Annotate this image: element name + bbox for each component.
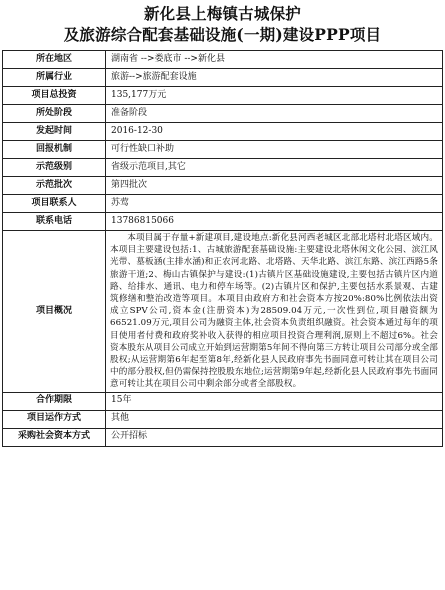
title-line-2: 及旅游综合配套基础设施(一期)建设PPP项目 bbox=[63, 25, 382, 44]
table-row-return-mechanism bbox=[3, 141, 443, 159]
table-row-phone bbox=[3, 213, 443, 231]
row-label: 项目总投资 bbox=[3, 87, 106, 105]
row-value: 15年 bbox=[106, 392, 443, 410]
table-row-operation-mode bbox=[3, 410, 443, 428]
row-value: 准备阶段 bbox=[106, 105, 443, 123]
table-row-region bbox=[3, 51, 443, 69]
row-label: 项目运作方式 bbox=[3, 410, 106, 428]
row-value: 2016-12-30 bbox=[106, 123, 443, 141]
row-label: 合作期限 bbox=[3, 392, 106, 410]
row-value: 湖南省 -->娄底市 -->新化县 bbox=[106, 51, 443, 69]
row-value: 旅游-->旅游配套设施 bbox=[106, 69, 443, 87]
table-row-total-investment bbox=[3, 87, 443, 105]
row-value: 可行性缺口补助 bbox=[106, 141, 443, 159]
project-info-table bbox=[2, 50, 443, 447]
row-value: 苏莺 bbox=[106, 195, 443, 213]
table-row-industry bbox=[3, 69, 443, 87]
row-label: 示范批次 bbox=[3, 177, 106, 195]
row-value: 13786815066 bbox=[106, 213, 443, 231]
overview-text: 本项目属于存量+新建项目,建设地点:新化县河西老城区北部北塔村北塔区域内。本项目主要建设包括:1、古城旅游配套基础设施:主要建设北塔休闲文化公园、滨江风光带、墓板涵(主排水涵)和正农河北路、北塔路、天华北路、滨江东路、滨江西路5条旅游干道;2、梅山古镇保护与建设:(1)古镇片区基础设施建设,主要包括古镇片区内道路、给排水、通讯、电力和停车场等。(2)古镇片区和保护,主要包括水系景观、古建筑修缮和整治改造等项目。本项目由政府方和社会资本方按20%:80%比例依法出资成立SPV公司,资本金(注册资本)为28509.04万元,一次性到位,项目融资额为66521.09万元,项目公司为融资主体,社会资本负责组织融资。社会资本通过每年的项目使用者付费和政府奖补收入获得的相应项目投资合理利润,原则上不超过6%。社会资本股东从项目公司成立开始到运营期第5年间不得向第三方转让项目公司部分或全部股权;从运营期第6年起至第8年,经新化县人民政府事先书面同意可转让其在项目公司中的部分股权,但仍需保持控股股东地位;运营期第9年起,经新化县人民政府事先书面同意可转让其在项目公司中剩余部分或者全部股权。 bbox=[106, 231, 443, 393]
table-row-procurement-method bbox=[3, 428, 443, 446]
row-label: 项目概况 bbox=[3, 231, 106, 393]
row-label: 联系电话 bbox=[3, 213, 106, 231]
table-row-contact-person bbox=[3, 195, 443, 213]
row-label: 发起时间 bbox=[3, 123, 106, 141]
table-row-demo-level bbox=[3, 159, 443, 177]
row-label: 所处阶段 bbox=[3, 105, 106, 123]
row-value: 省级示范项目,其它 bbox=[106, 159, 443, 177]
row-label: 所属行业 bbox=[3, 69, 106, 87]
table-row-demo-batch bbox=[3, 177, 443, 195]
row-value: 公开招标 bbox=[106, 428, 443, 446]
row-value: 第四批次 bbox=[106, 177, 443, 195]
table-row-stage bbox=[3, 105, 443, 123]
row-label: 所在地区 bbox=[3, 51, 106, 69]
row-label: 采购社会资本方式 bbox=[3, 428, 106, 446]
row-value: 135,177万元 bbox=[106, 87, 443, 105]
document-title bbox=[0, 0, 445, 45]
title-line-1: 新化县上梅镇古城保护 bbox=[143, 4, 301, 23]
table-row-start-date bbox=[3, 123, 443, 141]
row-value: 其他 bbox=[106, 410, 443, 428]
table-row-cooperation-period bbox=[3, 392, 443, 410]
row-label: 回报机制 bbox=[3, 141, 106, 159]
table-row-overview bbox=[3, 231, 443, 393]
row-label: 项目联系人 bbox=[3, 195, 106, 213]
row-label: 示范级别 bbox=[3, 159, 106, 177]
